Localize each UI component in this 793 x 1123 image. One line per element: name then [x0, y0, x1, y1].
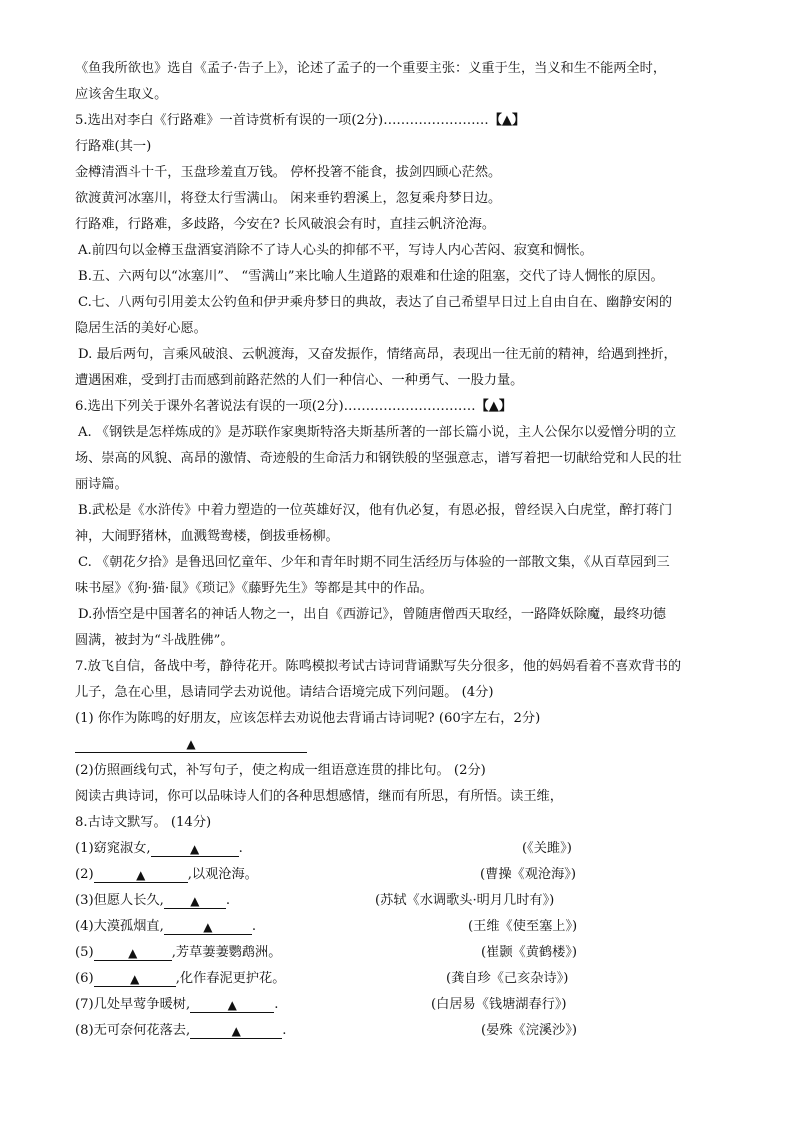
q5-stem — [75, 108, 753, 134]
q6-option-b: B.武松是《水浒传》中着力塑造的一位英雄好汉，他有仇必复，有恩必报，曾经误入白虎堂，醉打蒋门 — [78, 503, 673, 518]
q8-item-2 — [75, 862, 753, 888]
q8-item-7 — [75, 992, 753, 1018]
q5-poem-title: 行路难(其一) — [75, 139, 152, 154]
q5-option-b: B.五、六两句以“冰塞川”、 “雪满山”来比喻人生道路的艰难和仕途的阻塞，交代了诗人惆怅的原因。 — [78, 269, 664, 284]
q8-item-source: (王维《使至塞上》) — [468, 919, 578, 934]
q8-item-5 — [75, 940, 753, 966]
q5-answer-mark: 【▲】 — [488, 113, 526, 128]
q8-blank[interactable]: ▲ — [190, 998, 274, 1013]
q5-option-d-cont: 遭遇困难，受到打击而感到前路茫然的人们一种信心、一种勇气、一股力量。 — [75, 373, 524, 388]
q6-stem-text: 6.选出下列关于课外名著说法有误的一项(2分) — [75, 399, 344, 414]
q5-dots: …………………… — [383, 113, 489, 128]
q8-item-suffix: ,芳草萋萋鹦鹉洲。 — [171, 945, 282, 960]
q8-item-6 — [75, 966, 753, 992]
q6-dots: ………………………… — [343, 399, 476, 414]
q8-item-prefix: (8)无可奈何花落去, — [75, 1023, 191, 1038]
q8-blank[interactable]: ▲ — [164, 920, 252, 935]
q7-sub1: (1) 你作为陈鸣的好朋友，应该怎样去劝说他去背诵古诗词呢? (60字左右，2分) — [75, 711, 541, 726]
q5-poem-line: 金樽清酒斗十千，玉盘珍羞直万钱。 停杯投箸不能食，拔剑四顾心茫然。 — [75, 165, 502, 180]
q5-stem-text: 5.选出对李白《行路难》一首诗赏析有误的一项(2分) — [75, 113, 384, 128]
q7-text: 阅读古典诗词，你可以品味诗人们的各种思想感情，继而有所思，有所悟。读王维， — [75, 789, 563, 804]
q5-poem-line: 行路难，行路难，多歧路，今安在? 长风破浪会有时，直挂云帆济沧海。 — [75, 217, 496, 232]
q8-blank[interactable]: ▲ — [151, 842, 239, 857]
q6-option-c-cont: 味书屋》《狗·猫·鼠》《琐记》《藤野先生》等都是其中的作品。 — [75, 581, 433, 596]
q8-item-source: (崔颢《黄鹤楼》) — [481, 945, 578, 960]
q8-blank[interactable]: ▲ — [94, 972, 176, 987]
q6-answer-mark: 【▲】 — [475, 399, 513, 414]
q8-item-suffix: ,化作春泥更护花。 — [175, 971, 286, 986]
q6-option-a-cont: 丽诗篇。 — [75, 477, 128, 492]
q8-item-suffix: . — [282, 1023, 287, 1038]
q8-stem: 8.古诗文默写。 (14分) — [75, 815, 212, 830]
q6-option-d: D.孙悟空是中国著名的神话人物之一，出自《西游记》，曾随唐僧西天取经，一路降妖除魔，最终功德 — [78, 607, 666, 622]
q6-option-b-cont: 神，大闹野猪林，血溅鸳鸯楼，倒拔垂杨柳。 — [75, 529, 339, 544]
q8-item-source: (苏轼《水调歌头·明月几时有》) — [375, 893, 555, 908]
q7-sub1-blank[interactable]: ▲ — [75, 736, 307, 753]
q8-item-suffix: ,以观沧海。 — [187, 867, 258, 882]
q8-item-source: (白居易《钱塘湖春行》) — [431, 997, 567, 1012]
q5-option-c-cont: 隐居生活的美好心愿。 — [75, 321, 207, 336]
q8-item-source: (晏殊《浣溪沙》) — [481, 1023, 578, 1038]
q7-sub2: (2)仿照画线句式，补写句子，使之构成一组语意连贯的排比句。 (2分) — [75, 763, 486, 778]
intro-line-2: 应该舍生取义。 — [75, 87, 168, 102]
q6-option-a-cont: 场、崇高的风貌、高昂的激情、奇迹般的生命活力和钢铁般的坚强意志，谱写着把一切献给党和人民的壮 — [75, 451, 682, 466]
q8-blank[interactable]: ▲ — [164, 894, 226, 909]
q8-item-4 — [75, 914, 753, 940]
q8-item-3 — [75, 888, 753, 914]
q8-item-prefix: (2) — [75, 867, 94, 882]
q5-option-c: C.七、八两句引用姜太公钓鱼和伊尹乘舟梦日的典故，表达了自己希望早日过上自由自在、幽静安闲的 — [78, 295, 673, 310]
q8-blank[interactable]: ▲ — [94, 946, 172, 961]
q8-item-source: (龚自珍《己亥杂诗》) — [446, 971, 569, 986]
q7-stem-cont: 儿子，急在心里，恳请同学去劝说他。请结合语境完成下列问题。 (4分) — [75, 685, 494, 700]
q8-item-prefix: (6) — [75, 971, 94, 986]
q8-blank[interactable]: ▲ — [94, 868, 188, 883]
q7-stem: 7.放飞自信，备战中考，静待花开。陈鸣模拟考试古诗词背诵默写失分很多，他的妈妈看着不喜欢背书的 — [75, 659, 682, 674]
q5-option-d: D. 最后两句，言乘风破浪、云帆渡海，又奋发振作，情绪高昂，表现出一往无前的精神，给遇到挫折， — [78, 347, 677, 362]
q8-item-8 — [75, 1018, 753, 1044]
q8-blank[interactable]: ▲ — [190, 1024, 282, 1039]
q6-stem — [75, 394, 753, 420]
q8-item-suffix: . — [238, 841, 243, 856]
intro-line-1: 《鱼我所欲也》选自《孟子·告子上》，论述了孟子的一个重要主张：义重于生，当义和生不能两全时， — [75, 61, 667, 76]
q8-item-source: (曹操《观沧海》) — [480, 867, 577, 882]
q8-item-1 — [75, 836, 753, 862]
q6-option-a: A. 《钢铁是怎样炼成的》是苏联作家奥斯特洛夫斯基所著的一部长篇小说，主人公保尔以爱憎分明的立 — [78, 425, 677, 440]
q5-poem-line: 欲渡黄河冰塞川，将登太行雪满山。 闲来垂钓碧溪上，忽复乘舟梦日边。 — [75, 191, 502, 206]
q8-item-suffix: . — [274, 997, 279, 1012]
q8-item-prefix: (7)几处早莺争暖树, — [75, 997, 191, 1012]
q8-item-suffix: . — [251, 919, 257, 934]
q8-item-suffix: . — [225, 893, 231, 908]
q8-item-source: (《关雎》) — [522, 841, 572, 856]
q5-option-a: A.前四句以金樽玉盘酒宴消除不了诗人心头的抑郁不平，写诗人内心苦闷、寂寞和惆怅。 — [78, 243, 593, 258]
q6-option-c: C. 《朝花夕拾》是鲁迅回忆童年、少年和青年时期不同生活经历与体验的一部散文集，《从百草园到三 — [78, 555, 670, 570]
q8-item-prefix: (1)窈窕淑女, — [75, 841, 151, 856]
q6-option-d-cont: 圆满，被封为“斗战胜佛”。 — [75, 633, 234, 648]
q8-item-prefix: (3)但愿人长久, — [75, 893, 164, 908]
q7-sub1-answer-line — [75, 732, 753, 758]
q8-item-prefix: (4)大漠孤烟直, — [75, 919, 164, 934]
q8-item-prefix: (5) — [75, 945, 94, 960]
